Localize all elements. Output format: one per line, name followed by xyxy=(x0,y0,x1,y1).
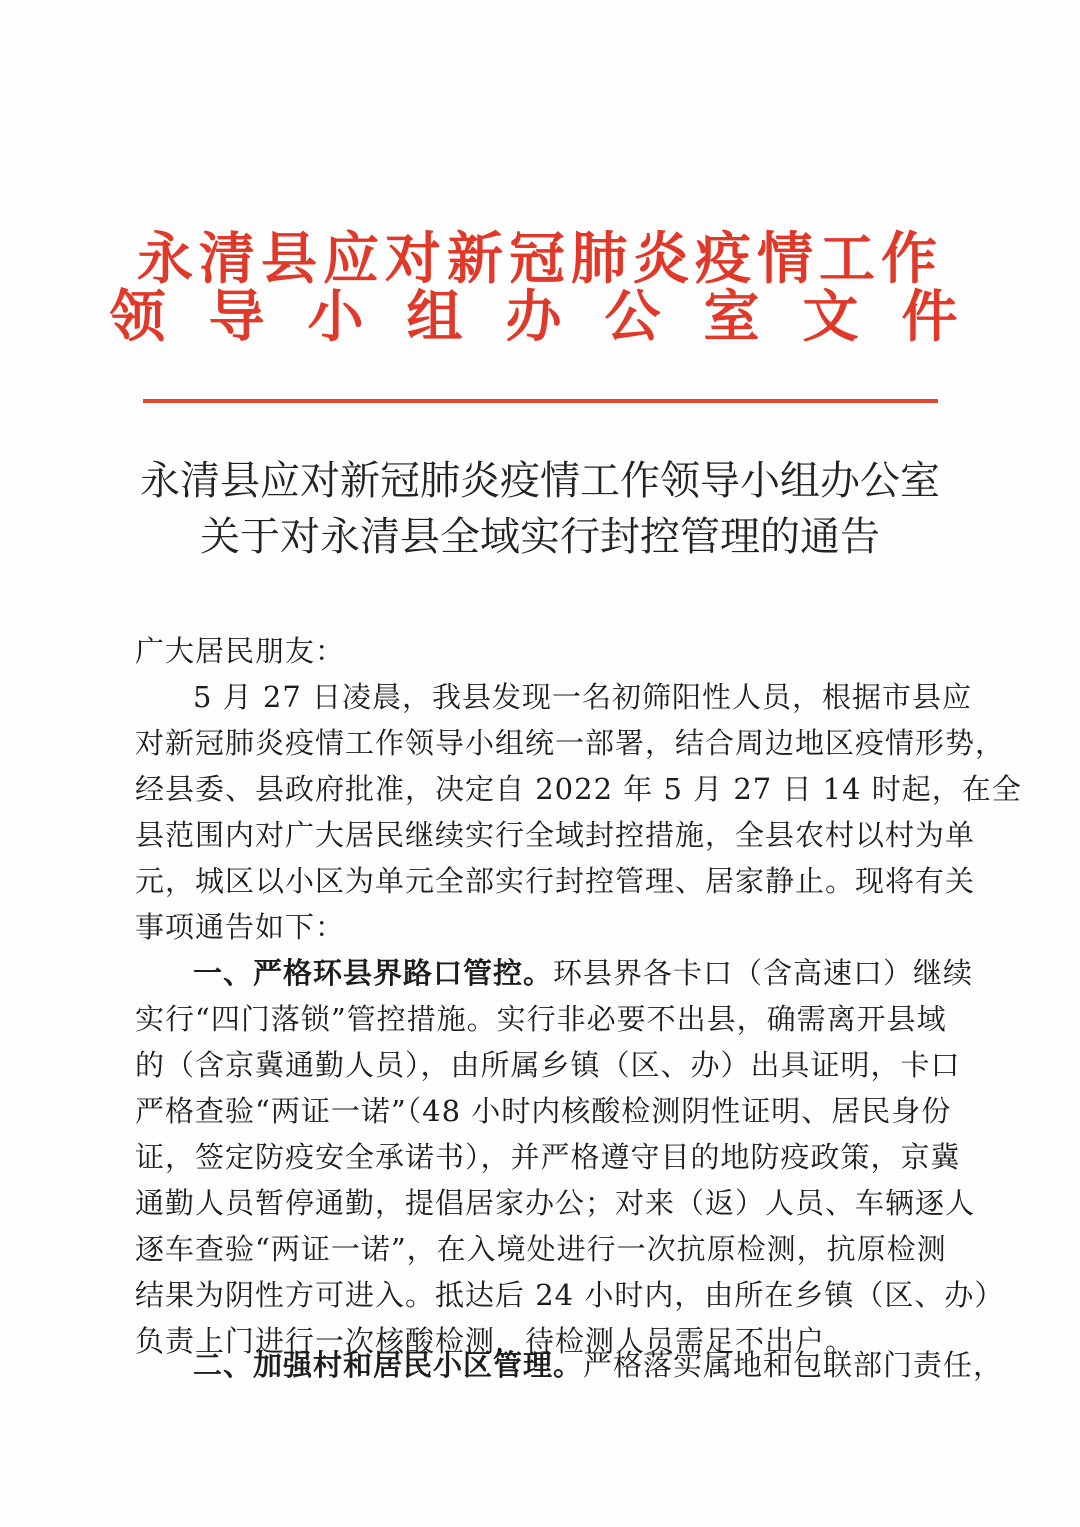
paragraph-line: 结果为阴性方可进入。抵达后 24 小时内，由所在乡镇（区、办） xyxy=(135,1278,1005,1312)
paragraph-line: 元，城区以小区为单元全部实行封控管理、居家静止。现将有关 xyxy=(135,864,976,898)
section-heading: 二、加强村和居民小区管理。 xyxy=(193,1348,584,1382)
salutation: 广大居民朋友： xyxy=(135,634,346,668)
section-heading: 一、严格环县界路口管控。 xyxy=(193,956,554,990)
red-divider-rule xyxy=(143,399,938,403)
red-header-line-2: 领导小组办公室文件 xyxy=(109,285,1001,350)
paragraph-line: 证，签定防疫安全承诺书），并严格遵守目的地防疫政策，京冀 xyxy=(135,1140,961,1174)
paragraph-section-1 xyxy=(135,950,1005,1364)
red-header-line-1: 永清县应对新冠肺炎疫情工作 xyxy=(137,227,943,292)
paragraph-line: 事项通告如下： xyxy=(135,910,346,944)
notice-title-line-2: 关于对永清县全域实行封控管理的通告 xyxy=(200,514,880,560)
paragraph-line: 5 月 27 日凌晨，我县发现一名初筛阳性人员，根据市县应 xyxy=(193,680,973,714)
paragraph-line: 实行“四门落锁”管控措施。实行非必要不出县，确需离开县域 xyxy=(135,1002,947,1036)
paragraph-intro xyxy=(135,674,1022,950)
paragraph-first-line xyxy=(135,1342,1004,1388)
paragraph-line: 通勤人员暂停通勤，提倡居家办公；对来（返）人员、车辆逐人 xyxy=(135,1186,976,1220)
paragraph-line: 的（含京冀通勤人员），由所属乡镇（区、办）出具证明，卡口 xyxy=(135,1048,961,1082)
paragraph-first-line xyxy=(135,950,974,996)
paragraph-line: 环县界各卡口（含高速口）继续 xyxy=(553,956,974,990)
paragraph-line: 严格落实属地和包联部门责任， xyxy=(583,1348,1004,1382)
paragraph-line: 县范围内对广大居民继续实行全域封控措施，全县农村以村为单 xyxy=(135,818,976,852)
paragraph-line: 对新冠肺炎疫情工作领导小组统一部署，结合周边地区疫情形势， xyxy=(135,726,1006,760)
notice-title-line-1: 永清县应对新冠肺炎疫情工作领导小组办公室 xyxy=(140,458,940,504)
paragraph-line: 经县委、县政府批准，决定自 2022 年 5 月 27 日 14 时起，在全 xyxy=(135,772,1022,806)
paragraph-line: 逐车查验“两证一诺”，在入境处进行一次抗原检测，抗原检测 xyxy=(135,1232,947,1266)
paragraph-line: 负责上门进行一次核酸检测，待检测人员需足不出户。 xyxy=(135,1324,856,1358)
paragraph-section-2 xyxy=(135,1342,1004,1388)
paragraph-line: 严格查验“两证一诺”（48 小时内核酸检测阴性证明、居民身份 xyxy=(135,1094,952,1128)
